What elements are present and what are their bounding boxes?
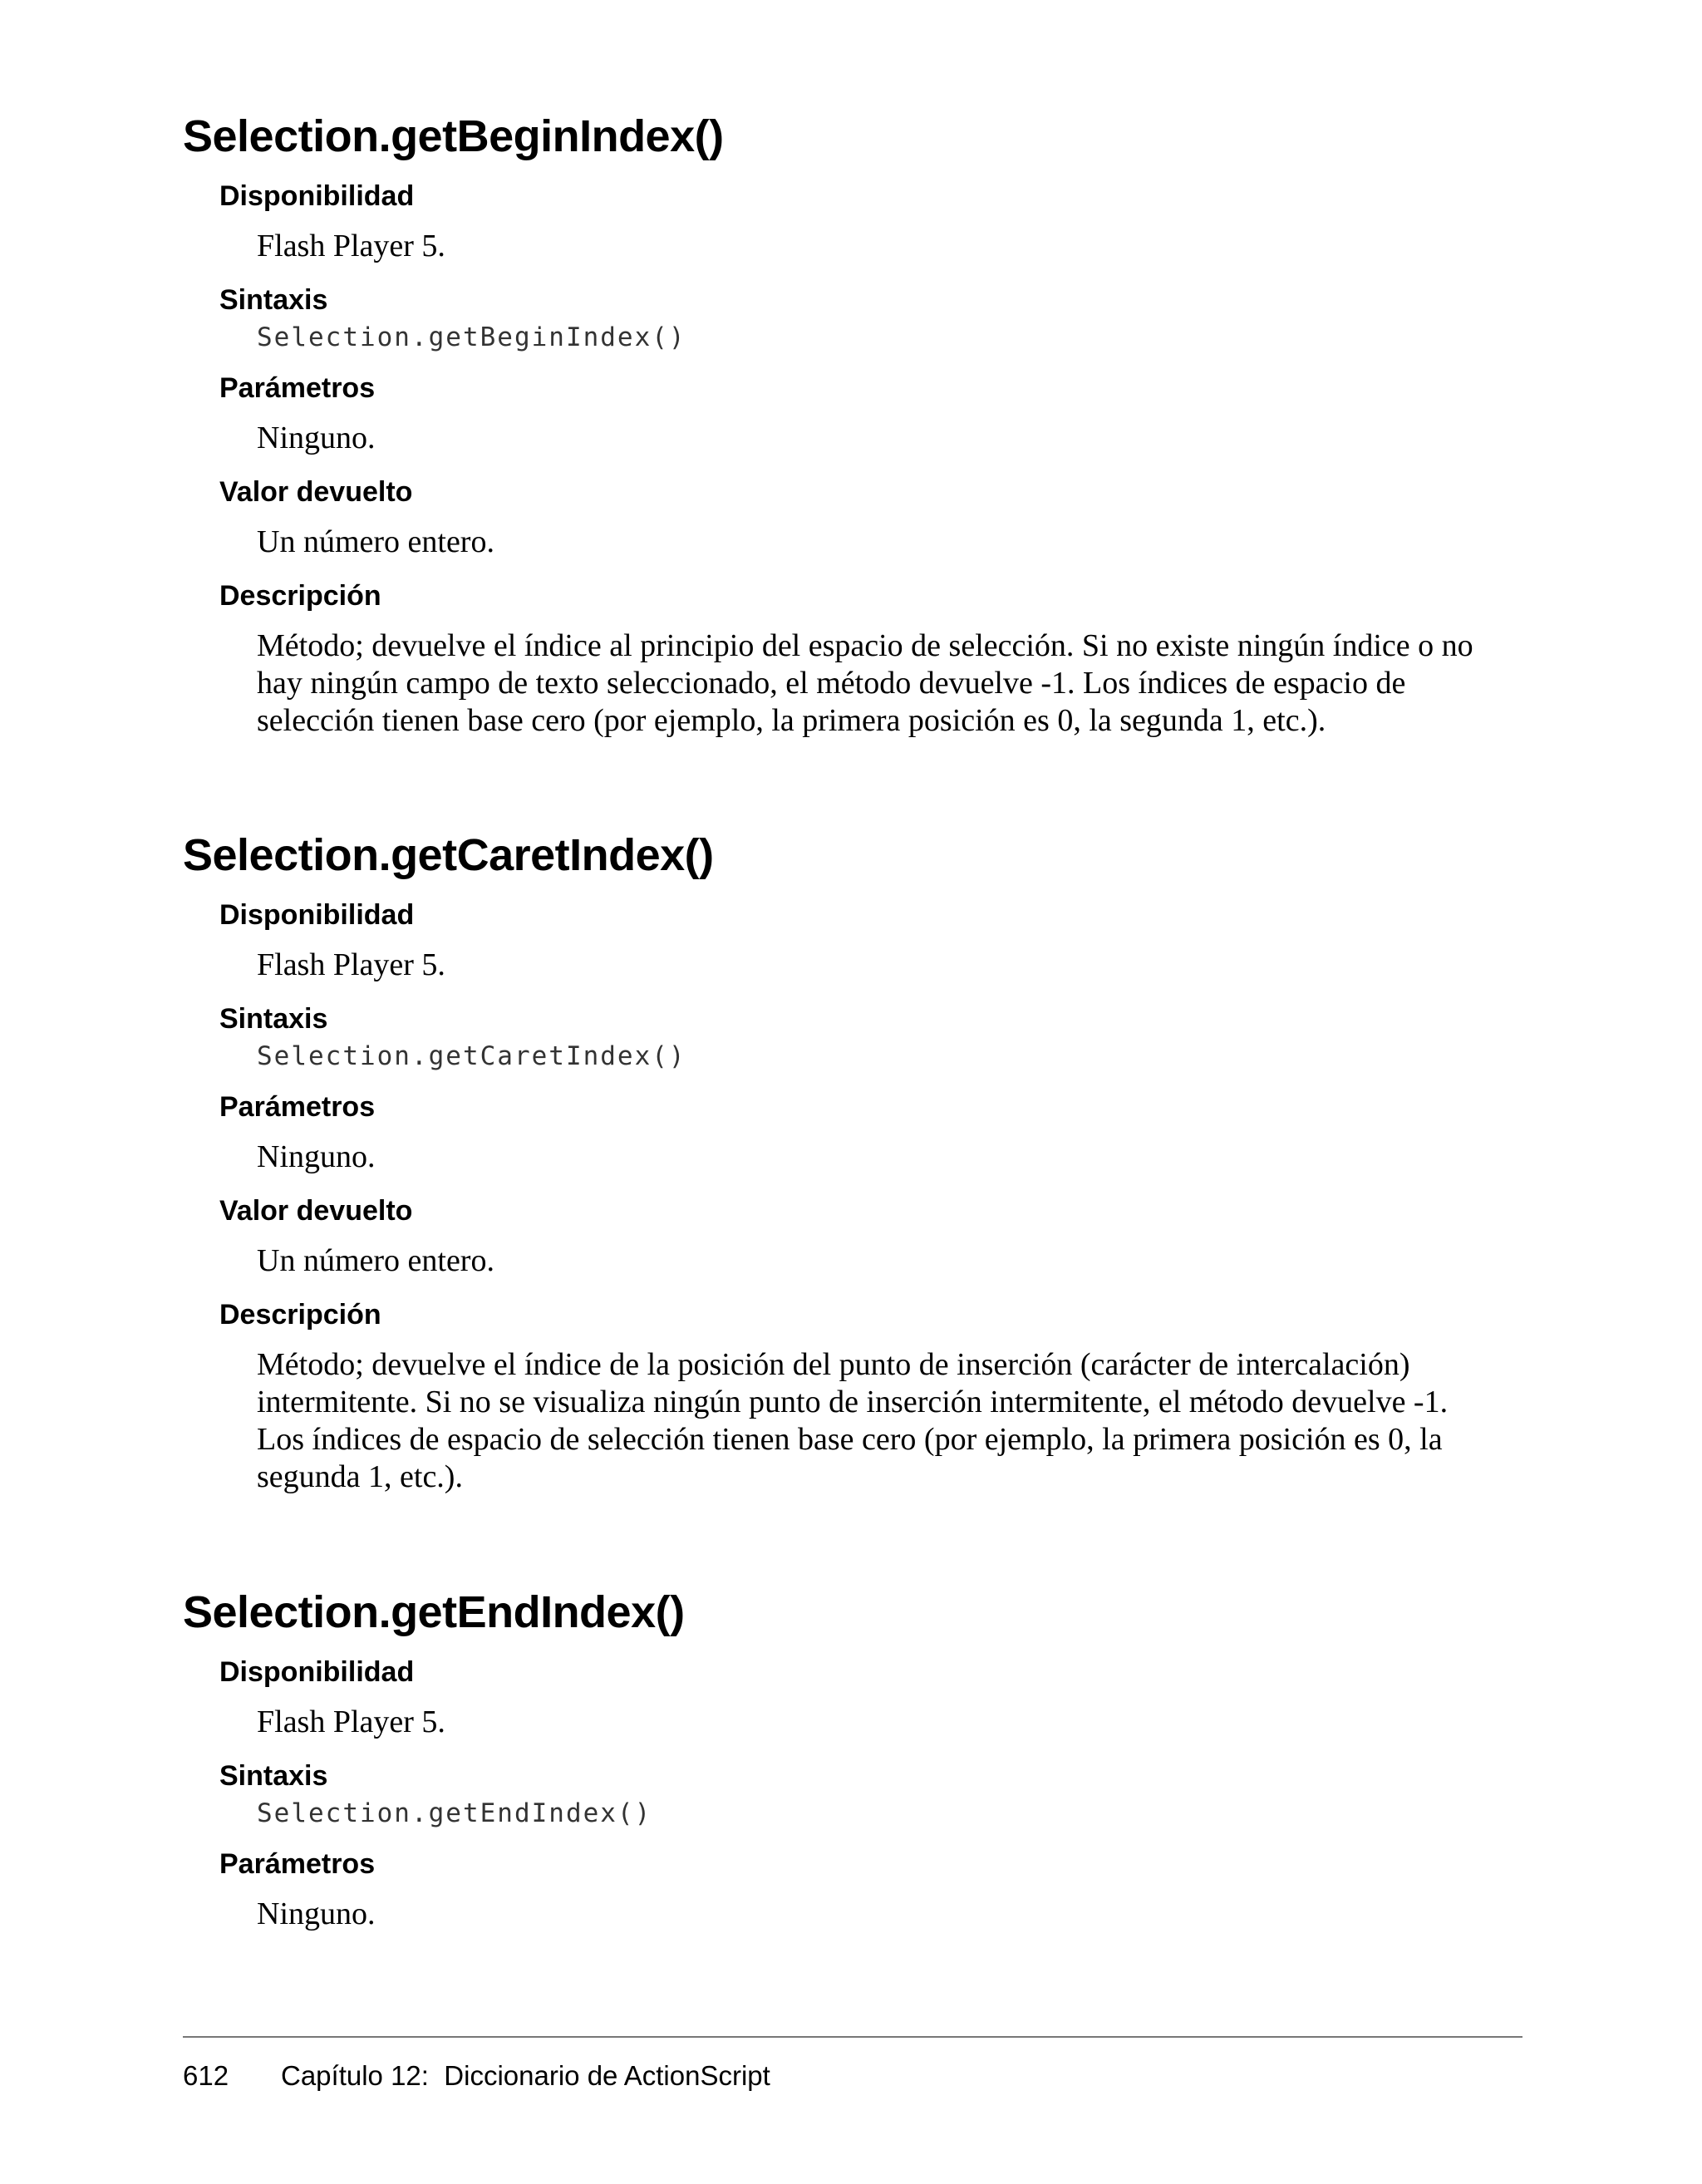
description-line: Los índices de espacio de selección tienen base cero (por ejemplo, la primera posición es 0, la <box>257 1422 1443 1457</box>
syntax-heading: Sintaxis <box>219 1760 328 1792</box>
parameters-text: Ninguno. <box>257 421 376 455</box>
entry-get-caret-index <box>183 829 1513 1496</box>
description-line: segunda 1, etc.). <box>257 1459 463 1494</box>
availability-text: Flash Player 5. <box>257 947 445 982</box>
parameters-text: Ninguno. <box>257 1896 376 1931</box>
footer-divider <box>183 2036 1522 2038</box>
parameters-heading: Parámetros <box>219 1848 376 1880</box>
syntax-code: Selection.getBeginIndex() <box>257 322 686 352</box>
method-title: Selection.getCaretIndex() <box>183 830 714 880</box>
availability-heading: Disponibilidad <box>219 180 415 212</box>
description-line: Método; devuelve el índice de la posición del punto de inserción (carácter de intercalación) <box>257 1347 1410 1382</box>
syntax-code: Selection.getEndIndex() <box>257 1798 652 1828</box>
availability-heading: Disponibilidad <box>219 1656 415 1688</box>
page-footer <box>183 2059 770 2093</box>
syntax-heading: Sintaxis <box>219 284 328 316</box>
return-heading: Valor devuelto <box>219 1195 413 1227</box>
method-title: Selection.getEndIndex() <box>183 1587 685 1637</box>
availability-heading: Disponibilidad <box>219 899 415 931</box>
description-line: Método; devuelve el índice al principio del espacio de selección. Si no existe ningún índice o no <box>257 628 1473 663</box>
availability-text: Flash Player 5. <box>257 229 445 263</box>
parameters-heading: Parámetros <box>219 1091 376 1123</box>
parameters-text: Ninguno. <box>257 1139 376 1174</box>
parameters-heading: Parámetros <box>219 372 376 404</box>
description-line: hay ningún campo de texto seleccionado, el método devuelve -1. Los índices de espacio de <box>257 666 1406 701</box>
return-text: Un número entero. <box>257 1243 494 1278</box>
return-heading: Valor devuelto <box>219 476 413 508</box>
return-text: Un número entero. <box>257 524 494 559</box>
availability-text: Flash Player 5. <box>257 1704 445 1739</box>
description-heading: Descripción <box>219 1299 381 1331</box>
description-line: intermitente. Si no se visualiza ningún punto de inserción intermitente, el método devuelve -1. <box>257 1385 1449 1419</box>
page-number: 612 <box>183 2060 229 2091</box>
chapter-title: Capítulo 12: Diccionario de ActionScript <box>281 2060 770 2091</box>
description-line: selección tienen base cero (por ejemplo, la primera posición es 0, la segunda 1, etc.). <box>257 703 1326 738</box>
syntax-code: Selection.getCaretIndex() <box>257 1041 686 1071</box>
syntax-heading: Sintaxis <box>219 1003 328 1035</box>
entry-get-end-index <box>183 1586 1513 1933</box>
entry-get-begin-index <box>183 110 1513 740</box>
method-title: Selection.getBeginIndex() <box>183 111 724 161</box>
description-heading: Descripción <box>219 580 381 612</box>
